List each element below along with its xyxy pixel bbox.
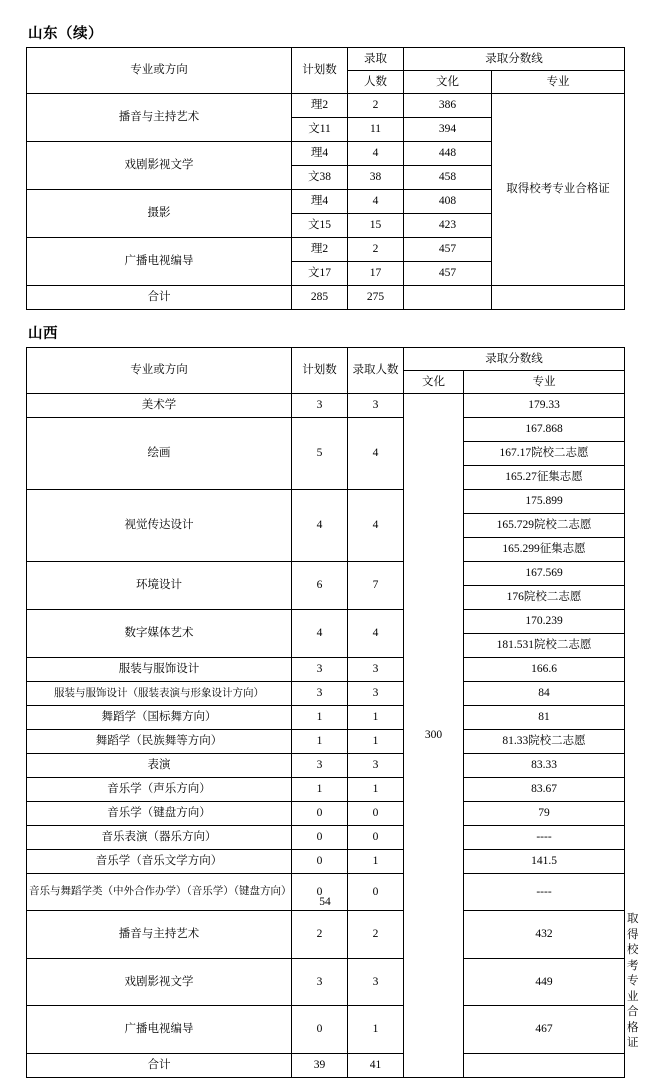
- cell-people: 1: [348, 706, 404, 730]
- cell-total-major: [492, 286, 625, 310]
- cell-total-plan: 285: [292, 286, 348, 310]
- cell-major: 播音与主持艺术: [27, 911, 292, 959]
- cell-major-score: 165.299征集志愿: [464, 538, 625, 562]
- cell-plan: 理2: [292, 238, 348, 262]
- cell-major-score: 175.899: [464, 490, 625, 514]
- cell-total-culture: [464, 1053, 625, 1077]
- cell-culture: 457: [404, 238, 492, 262]
- table-row: [27, 490, 625, 514]
- table-row: [27, 682, 625, 706]
- table-row: 播音与主持艺术 2 2 432 取得校考 专业合格证: [27, 911, 625, 959]
- cell-major-score: 167.569: [464, 562, 625, 586]
- cell-people: 3: [348, 682, 404, 706]
- table-row: [27, 826, 625, 850]
- cell-plan: 理4: [292, 190, 348, 214]
- cell-plan: 文11: [292, 118, 348, 142]
- table-row: [27, 706, 625, 730]
- cell-major-score: 176院校二志愿: [464, 586, 625, 610]
- cell-major: 戏剧影视文学: [27, 958, 292, 1006]
- header-score-line: 录取分数线: [404, 48, 625, 71]
- cell-people: 1: [348, 1006, 404, 1054]
- cell-culture-merged: 300: [404, 394, 464, 1078]
- cell-major-score: 81: [464, 706, 625, 730]
- cell-major: 数字媒体艺术: [27, 610, 292, 658]
- cell-culture: 386: [404, 94, 492, 118]
- table-row: [27, 1006, 625, 1054]
- cell-major-score: 166.6: [464, 658, 625, 682]
- table-total-row: [27, 1053, 625, 1077]
- cell-plan: 理2: [292, 94, 348, 118]
- cell-people: 1: [348, 730, 404, 754]
- cell-plan: 0: [292, 826, 348, 850]
- cell-people: 2: [348, 238, 404, 262]
- cell-people: 17: [348, 262, 404, 286]
- cell-major: 戏剧影视文学: [27, 142, 292, 190]
- cell-total-plan: 39: [292, 1053, 348, 1077]
- cell-culture: 423: [404, 214, 492, 238]
- cell-major: 播音与主持艺术: [27, 94, 292, 142]
- header-major: 专业或方向: [27, 348, 292, 394]
- cell-culture: 467: [464, 1006, 625, 1054]
- header-plan: 计划数: [292, 48, 348, 94]
- cell-plan: 2: [292, 911, 348, 959]
- cell-people: 4: [348, 610, 404, 658]
- cell-major: 音乐学（键盘方向）: [27, 802, 292, 826]
- cell-plan: 1: [292, 778, 348, 802]
- cell-plan: 3: [292, 754, 348, 778]
- cell-total-label: 合计: [27, 286, 292, 310]
- header-major-score: 专业: [492, 71, 625, 94]
- cell-plan: 0: [292, 802, 348, 826]
- cell-major-score: 165.27征集志愿: [464, 466, 625, 490]
- cell-total-people: 275: [348, 286, 404, 310]
- cell-major-score: 165.729院校二志愿: [464, 514, 625, 538]
- cell-major-score: 79: [464, 802, 625, 826]
- cell-people: 4: [348, 490, 404, 562]
- cell-people: 0: [348, 874, 404, 911]
- cell-culture: 449: [464, 958, 625, 1006]
- cell-major: 表演: [27, 754, 292, 778]
- cell-people: 38: [348, 166, 404, 190]
- header-admitted-people: 人数: [348, 71, 404, 94]
- cell-plan: 4: [292, 490, 348, 562]
- header-major-score: 专业: [464, 371, 625, 394]
- cell-major: 舞蹈学（民族舞等方向）: [27, 730, 292, 754]
- header-culture: 文化: [404, 71, 492, 94]
- cell-major: 广播电视编导: [27, 1006, 292, 1054]
- cell-people: 2: [348, 94, 404, 118]
- cell-major-score: 83.33: [464, 754, 625, 778]
- cell-culture: 458: [404, 166, 492, 190]
- cell-major-score: 167.868: [464, 418, 625, 442]
- cell-people: 3: [348, 958, 404, 1006]
- cell-people: 15: [348, 214, 404, 238]
- cell-plan: 3: [292, 958, 348, 1006]
- cell-culture: 408: [404, 190, 492, 214]
- cell-plan: 理4: [292, 142, 348, 166]
- cell-major-score: 141.5: [464, 850, 625, 874]
- header-culture: 文化: [404, 371, 464, 394]
- cell-plan: 5: [292, 418, 348, 490]
- cell-plan: 6: [292, 562, 348, 610]
- cell-plan: 文38: [292, 166, 348, 190]
- cell-people: 3: [348, 658, 404, 682]
- cell-major: 服装与服饰设计: [27, 658, 292, 682]
- table-row: [27, 850, 625, 874]
- section-title-shanxi: 山西: [28, 326, 58, 342]
- cell-major-score: ----: [464, 826, 625, 850]
- cell-total-label: 合计: [27, 1053, 292, 1077]
- cell-major-score: 167.17院校二志愿: [464, 442, 625, 466]
- cell-plan: 1: [292, 730, 348, 754]
- cell-culture: 457: [404, 262, 492, 286]
- cell-plan: 3: [292, 682, 348, 706]
- table-header-row: [27, 348, 625, 371]
- table-row: [27, 418, 625, 442]
- table-shanxi: [26, 347, 639, 1078]
- cell-major-score: 81.33院校二志愿: [464, 730, 625, 754]
- cell-culture: 432: [464, 911, 625, 959]
- cell-plan: 4: [292, 610, 348, 658]
- cell-plan: 1: [292, 706, 348, 730]
- cell-total-people: 41: [348, 1053, 404, 1077]
- table-row: [27, 94, 625, 118]
- table-total-row: [27, 286, 625, 310]
- cell-people: 3: [348, 754, 404, 778]
- cell-people: 1: [348, 850, 404, 874]
- cell-plan: 0: [292, 874, 348, 911]
- cell-major-score: ----: [464, 874, 625, 911]
- cell-people: 4: [348, 418, 404, 490]
- cell-major: 音乐与舞蹈学类（中外合作办学）（音乐学）（键盘方向）: [27, 874, 292, 911]
- cell-major: 广播电视编导: [27, 238, 292, 286]
- section-title-shandong: 山东（续）: [28, 26, 103, 42]
- header-score-line: 录取分数线: [404, 348, 625, 371]
- cell-people: 0: [348, 802, 404, 826]
- table-row: [27, 754, 625, 778]
- cell-major: 摄影: [27, 190, 292, 238]
- cell-major-score: 170.239: [464, 610, 625, 634]
- table-row: [27, 958, 625, 1006]
- cell-major-score-note: 取得校考专业合格证: [492, 94, 625, 286]
- cell-people: 3: [348, 394, 404, 418]
- cell-people: 4: [348, 142, 404, 166]
- cell-plan: 0: [292, 1006, 348, 1054]
- table-row: [27, 730, 625, 754]
- cell-culture: 448: [404, 142, 492, 166]
- cell-people: 11: [348, 118, 404, 142]
- table-row: [27, 610, 625, 634]
- cell-major-score: 84: [464, 682, 625, 706]
- cell-people: 1: [348, 778, 404, 802]
- table-header-row: [27, 48, 625, 71]
- cell-major: 服装与服饰设计（服装表演与形象设计方向）: [27, 682, 292, 706]
- cell-major: 音乐学（音乐文学方向）: [27, 850, 292, 874]
- cell-major: 音乐学（声乐方向）: [27, 778, 292, 802]
- page-number: 54: [319, 896, 331, 908]
- cell-major: 环境设计: [27, 562, 292, 610]
- table-row: [27, 562, 625, 586]
- header-admitted-people: 录取人数: [348, 348, 404, 394]
- header-major: 专业或方向: [27, 48, 292, 94]
- table-row: [27, 658, 625, 682]
- cell-major: 绘画: [27, 418, 292, 490]
- cell-plan: 3: [292, 658, 348, 682]
- table-shandong: [26, 47, 625, 310]
- cell-major-score: 181.531院校二志愿: [464, 634, 625, 658]
- cell-plan: 文15: [292, 214, 348, 238]
- cell-major-score: 83.67: [464, 778, 625, 802]
- table-row: [27, 802, 625, 826]
- cell-total-culture: [404, 286, 492, 310]
- cell-people: 7: [348, 562, 404, 610]
- cell-major: 美术学: [27, 394, 292, 418]
- cell-major: 视觉传达设计: [27, 490, 292, 562]
- cell-plan: 3: [292, 394, 348, 418]
- cell-major-score: 179.33: [464, 394, 625, 418]
- table-row: [27, 394, 625, 418]
- cell-culture: 394: [404, 118, 492, 142]
- cell-plan: 0: [292, 850, 348, 874]
- header-admitted: 录取: [348, 48, 404, 71]
- cell-people: 4: [348, 190, 404, 214]
- cell-major: 音乐表演（器乐方向）: [27, 826, 292, 850]
- cell-people: 2: [348, 911, 404, 959]
- cell-major: 舞蹈学（国标舞方向）: [27, 706, 292, 730]
- table-row: [27, 778, 625, 802]
- cell-people: 0: [348, 826, 404, 850]
- header-plan: 计划数: [292, 348, 348, 394]
- cell-plan: 文17: [292, 262, 348, 286]
